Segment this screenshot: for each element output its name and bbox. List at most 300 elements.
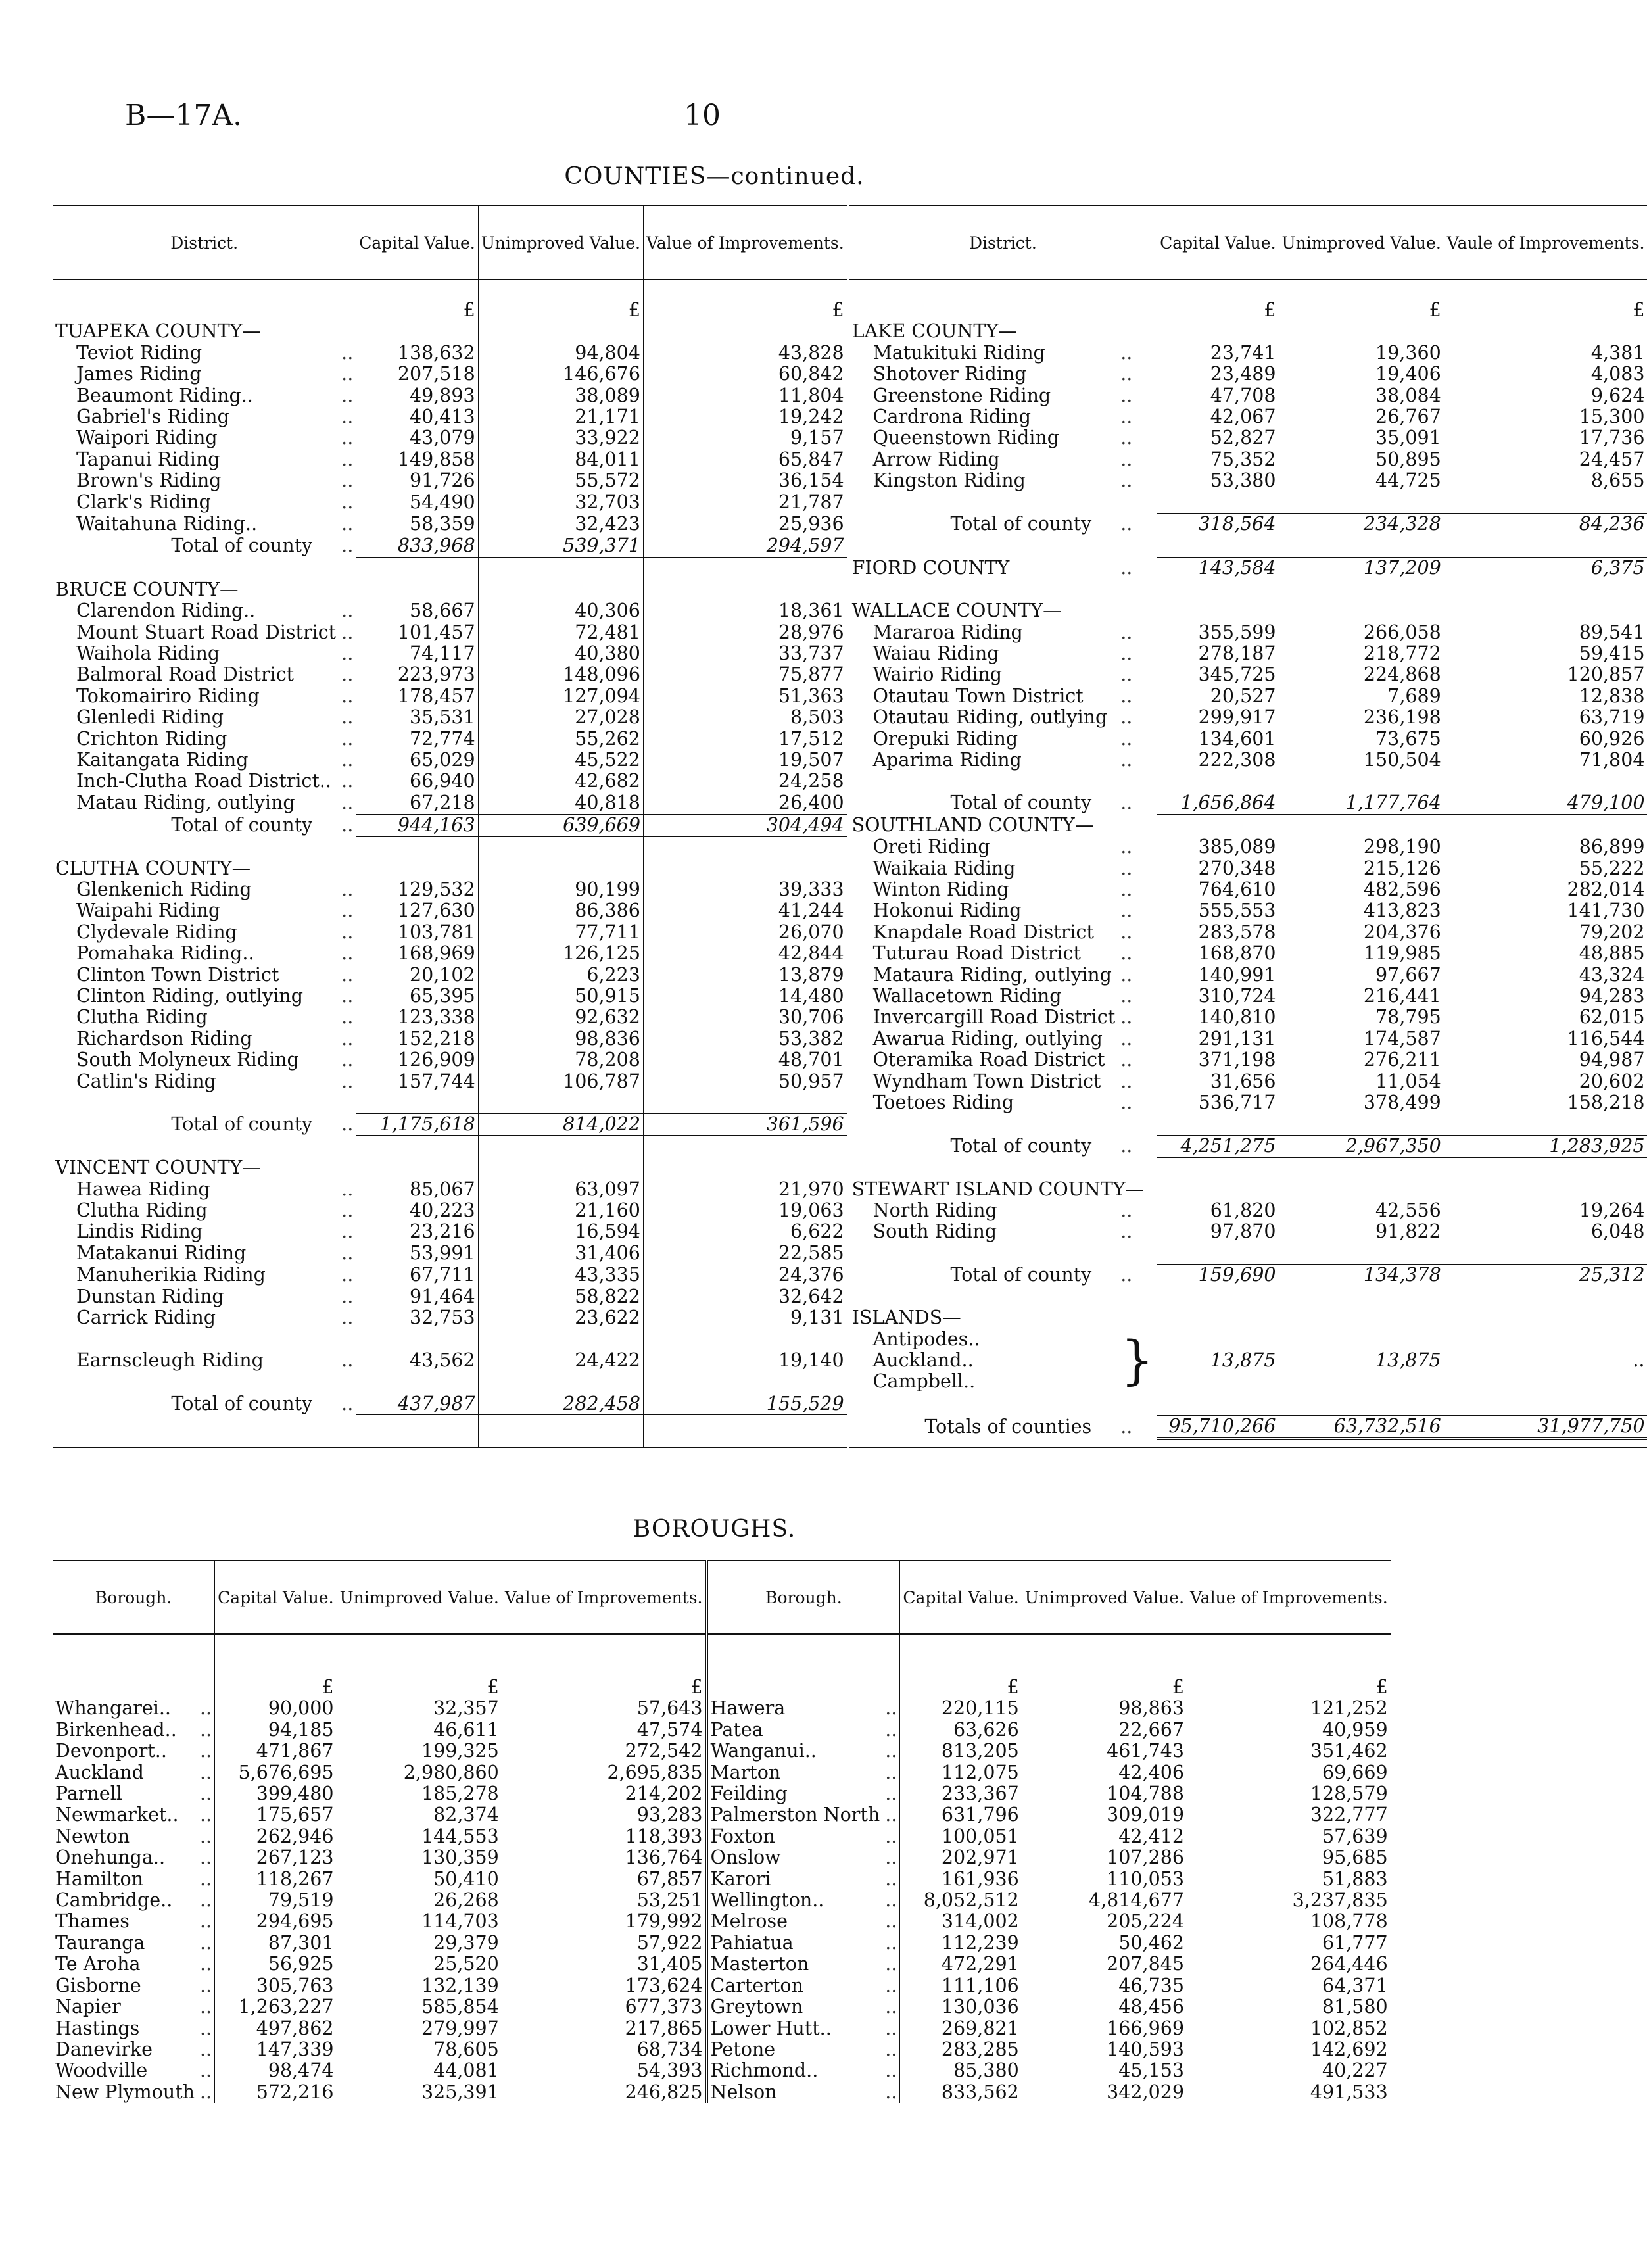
improvements-value: 9,131 [643,1307,847,1328]
header-district-left: District. [53,206,356,279]
currency-symbol: £ [356,279,478,321]
capital-value: 345,725 [1157,664,1279,685]
leader-dots: .. [200,1931,212,1954]
unimproved-value: 174,587 [1279,1028,1444,1050]
unimproved-value: 104,788 [1022,1783,1187,1804]
improvements-value: 43,324 [1444,965,1647,986]
borough-name: Hawera [707,1698,883,1719]
leader-dots: .. [341,1263,354,1286]
leader-dots: .. [1120,1006,1133,1028]
improvements-value: 79,202 [1444,922,1647,943]
leader-dots: .. [1120,470,1133,492]
improvements-value: 351,462 [1187,1741,1391,1762]
capital-value: 101,457 [356,622,478,643]
capital-value: 49,893 [356,385,478,406]
capital-value: 147,339 [215,2039,337,2060]
table-row [53,1933,1391,1954]
table-row [53,1741,1391,1762]
table-row [53,1028,1647,1050]
borough-name: Richmond.. [707,2060,883,2081]
district-name: South Riding [848,1221,1118,1242]
leader-dots: .. [1120,406,1133,428]
improvements-value: 24,258 [643,771,847,792]
improvements-value: 102,852 [1187,2018,1391,2039]
capital-value: 52,827 [1157,427,1279,448]
capital-value: 149,858 [356,449,478,470]
leader-dots: .. [341,1113,354,1135]
empty-cell [1279,600,1444,621]
unimproved-value: 44,725 [1279,470,1444,491]
county-heading: CLUTHA COUNTY— [55,857,251,879]
leader-dots: .. [341,814,354,836]
empty-cell [848,1286,1157,1307]
empty-cell [848,1393,1157,1414]
total-capital: 159,690 [1157,1264,1279,1286]
unimproved-value: 199,325 [337,1741,502,1762]
empty-cell [1279,1157,1444,1178]
leader-dots: .. [341,963,354,986]
empty-cell [1279,1286,1444,1307]
leader-dots: .. [885,1846,897,1869]
improvements-value: 6,048 [1444,1221,1647,1242]
capital-value: 262,946 [215,1826,337,1847]
capital-value: 278,187 [1157,643,1279,664]
empty-cell [478,321,643,342]
leader-dots: .. [200,1783,212,1805]
leader-dots: .. [341,985,354,1007]
empty-cell [356,557,478,579]
unimproved-value: 90,199 [478,879,643,900]
leader-dots: .. [341,770,354,792]
unimproved-value: 42,406 [1022,1762,1187,1783]
improvements-value: 30,706 [643,1007,847,1028]
empty-cell [1157,1440,1279,1447]
district-name: Clinton Town District [76,963,279,986]
leader-dots: .. [341,470,354,492]
currency-symbol: £ [502,1634,706,1698]
leader-dots: .. [1120,1220,1133,1243]
unimproved-value: 50,462 [1022,1933,1187,1954]
leader-dots: .. [1120,685,1133,707]
improvements-value: 142,692 [1187,2039,1391,2060]
unimproved-value: 78,208 [478,1050,643,1071]
currency-symbol: £ [1157,279,1279,321]
table-row [53,343,1647,364]
district-name: Tapanui Riding [76,448,220,470]
capital-value: 631,796 [900,1804,1022,1825]
unimproved-value: 140,593 [1022,2039,1187,2060]
capital-value: 85,380 [900,2060,1022,2081]
empty-cell [478,579,643,600]
total-improvements: 155,529 [643,1393,847,1414]
leader-dots: .. [1120,792,1133,814]
counties-title: COUNTIES—continued. [564,163,865,190]
island-name: Auckland.. [872,1349,974,1371]
capital-value: 58,359 [356,513,478,535]
district-name: Knapdale Road District [848,922,1118,943]
capital-value: 283,285 [900,2039,1022,2060]
currency-symbol: £ [337,1634,502,1698]
leader-dots: .. [341,942,354,965]
table-row [53,1847,1391,1868]
total-unimproved: 814,022 [478,1113,643,1135]
table-row [53,1200,1647,1221]
leader-dots: .. [885,1825,897,1847]
unimproved-value: 32,357 [337,1698,502,1719]
blank-cell [848,279,1157,321]
unimproved-value: 50,915 [478,986,643,1007]
currency-symbol: £ [1444,279,1647,321]
district-name: Greenstone Riding [848,385,1118,406]
unimproved-value: 11,054 [1279,1071,1444,1092]
table-row [53,815,1647,836]
unimproved-value: 26,268 [337,1890,502,1911]
capital-value: 40,223 [356,1200,478,1221]
capital-value: 118,267 [215,1869,337,1890]
leader-dots: .. [1120,706,1133,729]
improvements-value: 24,457 [1444,449,1647,470]
leader-dots: .. [1120,921,1133,943]
leader-dots: .. [1120,857,1133,879]
improvements-value: 11,804 [643,385,847,406]
currency-symbol: £ [1279,279,1444,321]
improvements-value: 51,883 [1187,1869,1391,1890]
counties-table [53,205,1647,1448]
empty-cell [356,836,478,857]
unimproved-value: 38,084 [1279,385,1444,406]
leader-dots: .. [1120,963,1133,986]
unimproved-value: 86,386 [478,900,643,921]
empty-cell [643,1440,847,1447]
currency-symbol: £ [643,279,847,321]
empty-cell [643,858,847,879]
empty-cell [848,1440,1157,1447]
improvements-value: 86,899 [1444,836,1647,857]
improvements-value: 2,695,835 [502,1762,706,1783]
total-label: Total of county [171,1113,313,1135]
improvements-value: 21,970 [643,1179,847,1200]
improvements-value: 24,376 [643,1264,847,1286]
capital-value: 175,657 [215,1804,337,1825]
borough-name: Carterton [707,1975,883,1996]
district-name: Brown's Riding [76,470,222,492]
table-row [53,771,1647,792]
capital-value: 207,518 [356,364,478,385]
unimproved-value: 32,423 [478,513,643,535]
capital-value: 157,744 [356,1071,478,1092]
unimproved-value: 146,676 [478,364,643,385]
header-capital-left: Capital Value. [356,206,478,279]
empty-cell [1157,1286,1279,1307]
unimproved-value: 215,126 [1279,858,1444,879]
unimproved-value: 45,522 [478,750,643,771]
borough-name: Tauranga [55,1931,145,1954]
improvements-value: 141,730 [1444,900,1647,921]
header-improvements-right: Vaule of Improvements. [1444,206,1647,279]
improvements-value: 57,922 [502,1933,706,1954]
capital-value: 58,667 [356,600,478,621]
table-row [53,1975,1391,1996]
district-name: Waipahi Riding [76,900,221,922]
leader-dots: .. [1120,363,1133,385]
empty-cell [1157,815,1279,836]
table-row [53,1954,1391,1975]
district-name: Tuturau Road District [848,943,1118,964]
improvements-value: 8,655 [1444,470,1647,491]
county-name: FIORD COUNTY [848,557,1118,579]
table-row [53,858,1647,879]
unimproved-value: 224,868 [1279,664,1444,685]
improvements-value: 4,083 [1444,364,1647,385]
total-capital: 833,968 [356,535,478,557]
table-row [53,900,1647,921]
unimproved-value: 298,190 [1279,836,1444,857]
empty-cell [1444,1157,1647,1178]
unimproved-value: 42,682 [478,771,643,792]
borough-name: Whangarei.. [55,1697,171,1720]
total-label: Total of county [848,1264,1118,1286]
borough-name: Parnell [55,1783,122,1805]
county-heading: WALLACE COUNTY— [848,600,1157,621]
leader-dots: .. [341,621,354,643]
total-label: Total of county [171,1392,313,1414]
total-unimproved: 639,669 [478,815,643,836]
leader-dots: .. [200,2038,212,2060]
empty-cell [356,858,478,879]
leader-dots: .. [1120,749,1133,771]
capital-value: 20,527 [1157,686,1279,707]
improvements-value: 62,015 [1444,1007,1647,1028]
improvements-value: 28,976 [643,622,847,643]
table-row [53,1804,1391,1825]
capital-value: 129,532 [356,879,478,900]
improvements-value: 59,415 [1444,643,1647,664]
table-row [53,1179,1647,1200]
unimproved-value: 13,875 [1279,1329,1444,1393]
district-name: Clinton Riding, outlying [76,985,303,1007]
leader-dots: .. [200,1910,212,1933]
unimproved-value: 218,772 [1279,643,1444,664]
table-row [53,1243,1647,1264]
capital-value: 31,656 [1157,1071,1279,1092]
table-row [53,750,1647,771]
leader-dots: .. [200,2060,212,2082]
capital-value: 112,239 [900,1933,1022,1954]
leader-dots: .. [200,1740,212,1762]
improvements-value: 136,764 [502,1847,706,1868]
capital-value: 23,216 [356,1221,478,1242]
improvements-value: 55,222 [1444,858,1647,879]
capital-value: 94,185 [215,1720,337,1741]
improvements-value: 173,624 [502,1975,706,1996]
total-label: Total of county [848,1136,1118,1157]
capital-value: 283,578 [1157,922,1279,943]
table-row [53,470,1647,491]
leader-dots: .. [1120,448,1133,470]
capital-value: 75,352 [1157,449,1279,470]
improvements-value: 33,737 [643,643,847,664]
unimproved-value: 43,335 [478,1264,643,1286]
table-row [53,1890,1391,1911]
leader-dots: .. [200,1868,212,1890]
leader-dots: .. [885,1783,897,1805]
improvements-value: 68,734 [502,2039,706,2060]
empty-cell [478,1136,643,1157]
empty-cell [356,1136,478,1157]
table-row [53,364,1647,385]
empty-cell [1157,1307,1279,1328]
borough-name: Petone [707,2039,883,2060]
capital-value: 168,870 [1157,943,1279,964]
total-label: Total of county [171,535,313,557]
county-heading: STEWART ISLAND COUNTY— [848,1179,1157,1200]
improvements-value: 9,157 [643,427,847,448]
unimproved-value: 413,823 [1279,900,1444,921]
total-unimproved: 2,967,350 [1279,1136,1444,1157]
leader-dots: .. [200,1953,212,1975]
improvements-value: 116,544 [1444,1028,1647,1050]
leader-dots: .. [341,921,354,943]
empty-cell [1444,815,1647,836]
header-capital-right: Capital Value. [900,1560,1022,1634]
total-improvements: 84,236 [1444,513,1647,535]
empty-cell [643,836,847,857]
blank-cell [53,1634,215,1698]
borough-name: Thames [55,1910,130,1933]
unimproved-value: 38,089 [478,385,643,406]
unimproved-value: 106,787 [478,1071,643,1092]
capital-value: 53,380 [1157,470,1279,491]
table-row [53,1264,1647,1286]
leader-dots: .. [1120,642,1133,664]
borough-name: Gisborne [55,1974,141,1996]
borough-name: Hamilton [55,1868,144,1890]
unimproved-value: 216,441 [1279,986,1444,1007]
table-row [53,1007,1647,1028]
total-capital: 318,564 [1157,513,1279,535]
table-row [53,1307,1647,1328]
improvements-value: 17,736 [1444,427,1647,448]
table-row [53,686,1647,707]
unimproved-value: 33,922 [478,427,643,448]
borough-name: Marton [707,1762,883,1783]
improvements-value: 15,300 [1444,406,1647,427]
empty-cell [1157,321,1279,342]
unimproved-value: 107,286 [1022,1847,1187,1868]
borough-name: Palmerston North [707,1804,883,1825]
table-row [53,1136,1647,1157]
table-row [53,707,1647,728]
improvements-value: .. [1444,1329,1647,1393]
borough-name: Hastings [55,2017,140,2039]
table-row [53,2018,1391,2039]
total-label: Total of county [171,814,313,836]
capital-value: 371,198 [1157,1050,1279,1071]
empty-cell [1444,535,1647,557]
capital-value: 472,291 [900,1954,1022,1975]
district-name: Hokonui Riding [848,900,1118,921]
improvements-value: 120,857 [1444,664,1647,685]
leader-dots: .. [341,900,354,922]
borough-name: Woodville [55,2060,148,2082]
total-unimproved: 134,378 [1279,1264,1444,1286]
table-row [53,449,1647,470]
leader-dots: .. [341,363,354,385]
table-row [53,385,1647,406]
district-name: Tokomairiro Riding [76,685,260,707]
improvements-value: 26,070 [643,922,847,943]
empty-cell [848,1243,1157,1264]
leader-dots: .. [200,1761,212,1783]
empty-cell [848,1157,1157,1178]
empty-cell [53,1415,356,1438]
unimproved-value: 31,406 [478,1243,643,1264]
borough-name: Auckland [55,1761,144,1783]
district-name: Manuherikia Riding [76,1263,266,1286]
district-name: Shotover Riding [848,364,1118,385]
table-row [53,427,1647,448]
total-capital: 1,175,618 [356,1113,478,1135]
table-row [53,836,1647,857]
empty-cell [1444,1179,1647,1200]
unimproved-value: 24,422 [478,1329,643,1393]
capital-value: 294,695 [215,1911,337,1932]
improvements-value: 19,140 [643,1329,847,1393]
leader-dots: .. [1120,341,1133,364]
improvements-value: 43,828 [643,343,847,364]
table-row [53,922,1647,943]
county-heading: VINCENT COUNTY— [55,1157,261,1179]
capital-value: 43,562 [356,1329,478,1393]
leader-dots: .. [1120,727,1133,750]
leader-dots: .. [341,600,354,622]
unimproved-value: 7,689 [1279,686,1444,707]
empty-cell [478,1157,643,1178]
improvements-value: 118,393 [502,1826,706,1847]
empty-cell [1444,1113,1647,1135]
total-improvements: 304,494 [643,815,847,836]
capital-value: 103,781 [356,922,478,943]
table-row [53,1071,1647,1092]
empty-cell [478,1440,643,1447]
counties-header-row [53,206,1647,279]
empty-cell [478,858,643,879]
improvements-value: 40,959 [1187,1720,1391,1741]
leader-dots: .. [1120,942,1133,965]
leader-dots: .. [1120,427,1133,449]
table-row [53,2082,1391,2103]
leader-dots: .. [341,406,354,428]
improvements-value: 17,512 [643,729,847,750]
units-row [53,1634,1391,1698]
unimproved-value: 98,836 [478,1028,643,1050]
currency-symbol: £ [1022,1634,1187,1698]
table-row [53,1826,1391,1847]
district-name: Crichton Riding [76,727,227,750]
empty-cell [356,1440,478,1447]
unimproved-value: 150,504 [1279,750,1444,771]
empty-cell [1279,1307,1444,1328]
leader-dots: .. [1120,1415,1133,1437]
improvements-value: 57,643 [502,1698,706,1719]
unimproved-value: 236,198 [1279,707,1444,728]
leader-dots: .. [885,2060,897,2082]
borough-name: Newmarket.. [55,1804,179,1826]
district-name: Waikaia Riding [848,858,1118,879]
leader-dots: .. [1120,621,1133,643]
capital-value: 97,870 [1157,1221,1279,1242]
improvements-value: 20,602 [1444,1071,1647,1092]
